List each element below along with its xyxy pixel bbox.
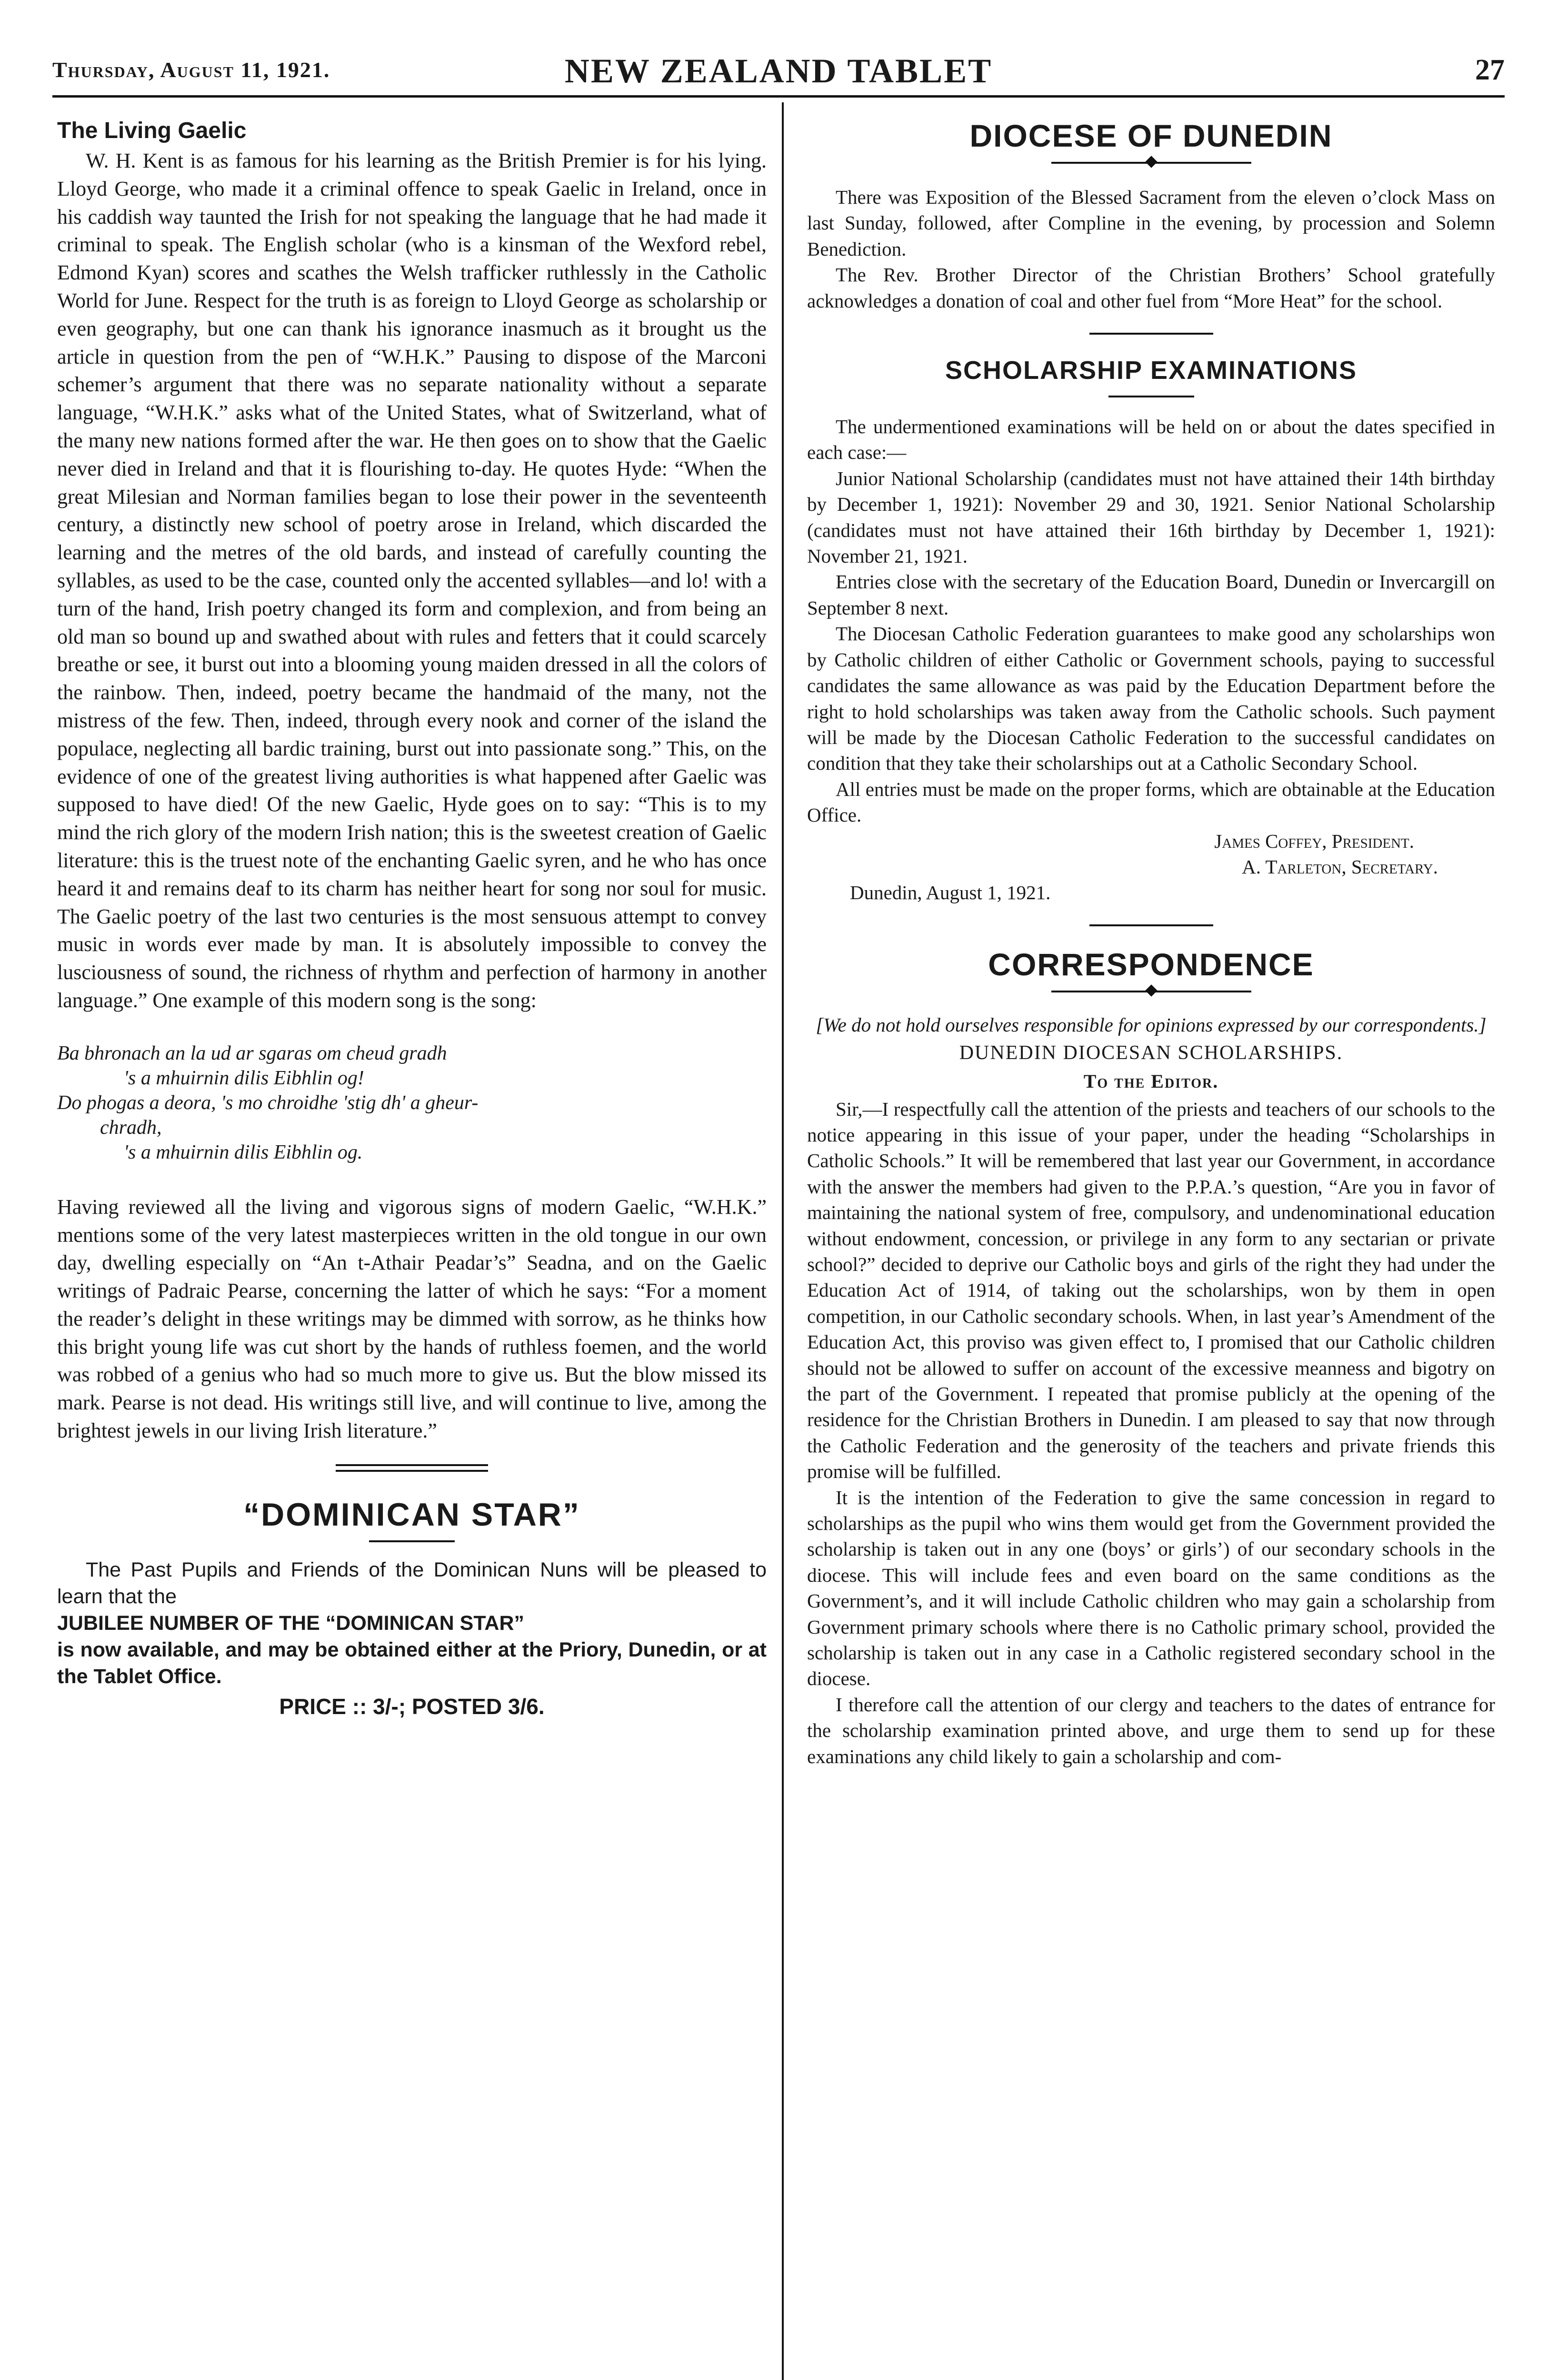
scholarship-paragraph: The undermentioned examinations will be held on or about the dates specified in each case:— (807, 416, 1495, 464)
poem-line: Do phogas a deora, 's mo chroidhe 'stig dh' a gheur- (57, 1091, 479, 1114)
price-line: PRICE :: 3/-; POSTED 3/6. (279, 1694, 545, 1719)
right-column (807, 117, 1495, 1769)
signature-president: James Coffey, President. (1214, 830, 1414, 852)
dateline: Dunedin, August 1, 1921. (850, 881, 1051, 903)
section-divider (1089, 333, 1213, 335)
diamond-rule (1051, 157, 1251, 168)
letter-salutation-heading: To the Editor. (1083, 1070, 1219, 1092)
section-divider (1089, 924, 1213, 926)
scholarship-heading: SCHOLARSHIP EXAMINATIONS (945, 356, 1357, 385)
signature-secretary: A. Tarleton, Secretary. (1242, 855, 1438, 878)
page-header (52, 43, 1505, 95)
letter-subject: DUNEDIN DIOCESAN SCHOLARSHIPS. (959, 1041, 1343, 1064)
scholarship-paragraph: Junior National Scholarship (candidates must not have attained their 14th birthday by December 1, 1921): November 29 and 30, 1921. Senior National Scholarship (candidates must not have attained their 16th birthday by December 1, 1921): November 21, 1921. (807, 467, 1495, 567)
article-paragraph: W. H. Kent is as famous for his learning as the British Premier is for his lying. Lloyd George, who made it a criminal offence to speak Gaelic in Ireland, once in his caddish way taunted the Irish for not speaking the language that he had made it criminal to speak. The English scholar (who is a kinsman of the Wexford rebel, Edmond Kyan) scores and scathes the Welsh trafficker ruthlessly in the Catholic World for June. Respect for the truth is as foreign to Lloyd George as scholarship or even geography, but one can thank his ignorance inasmuch as it brought us the article in question from the pen of “W.H.K.” Pausing to dispose of the Marconi schemer’s argument that there was no separate nationality without a separate language, “W.H.K.” asks what of the United States, what of Switzerland, what of the many new nations formed after the war. He then goes on to show that the Gaelic never died in Ireland and that it is flourishing to-day. He quotes Hyde: “When the great Milesian and Norman families began to lose their power in the seventeenth century, a distinctly new school of poetry arose in Ireland, which discarded the learning and the metres of the old bards, and instead of carefully counting the syllables, as used to be the case, counted only the accented syllables—and lo! with a turn of the hand, Irish poetry changed its form and complexion, and from being an old man so bound up and swathed about with rules and fetters that it could scarcely breathe or see, it burst out into a blooming young maiden dressed in all the colors of the rainbow. Then, indeed, poetry became the handmaid of the many, not the mistress of the few. Then, indeed, through every nook and corner of the island the populace, neglecting all bardic training, burst out into passionate song.” This, on the evidence of one of the greatest living authorities is what happened after Gaelic was supposed to have died! Of the new Gaelic, Hyde goes on to say: “This is to my mind the rich glory of the modern Irish nation; this is the sweetest creation of Gaelic literature: this is the truest note of the enchanting Gaelic syren, and he who has once heard it and remains deaf to its charm has neither heart for song nor soul for music. The Gaelic poetry of the last two centuries is the most sensuous attempt to convey music in words ever made by man. It is absolutely impossible to convey the lusciousness of sound, the richness of rhythm and perfection of harmony in another language.” One example of this modern song is the song: (57, 149, 767, 1012)
poem-line: 's a mhuirnin dilis Eibhlin og! (124, 1067, 364, 1089)
jubilee-number-line: JUBILEE NUMBER OF THE “DOMINICAN STAR” (57, 1611, 525, 1635)
header-rule (52, 95, 1505, 98)
heading-rule (369, 1540, 455, 1542)
dominican-star-heading: “DOMINICAN STAR” (243, 1496, 580, 1533)
diamond-ornament-icon (1145, 156, 1157, 168)
poem-line: 's a mhuirnin dilis Eibhlin og. (124, 1141, 363, 1163)
availability-line: is now available, and may be obtained either at the Priory, Dunedin, or at the Tablet Office. (57, 1638, 767, 1688)
diamond-rule (1051, 985, 1251, 997)
letter-paragraph: I therefore call the attention of our clergy and teachers to the dates of entrance for the scholarship examination printed above, and urge them to send up for these examinations any child likely to gain a scholarship and com- (807, 1693, 1495, 1767)
left-column (57, 117, 767, 1719)
masthead-title: NEW ZEALAND TABLET (564, 52, 993, 90)
editorial-disclaimer: [We do not hold ourselves responsible for opinions expressed by our correspondents.] (816, 1013, 1487, 1036)
diocese-paragraph: There was Exposition of the Blessed Sacrament from the eleven o’clock Mass on last Sunday, followed, after Compline in the evening, by procession and Solemn Benediction. (807, 186, 1495, 260)
diocese-heading: DIOCESE OF DUNEDIN (969, 118, 1333, 153)
article-paragraph: Having reviewed all the living and vigorous signs of modern Gaelic, “W.H.K.” mentions some of the very latest masterpieces written in the old tongue in our own day, dwelling especially on “An t-Athair Peadar’s” Seadna, and on the Gaelic writings of Padraic Pearse, concerning the latter of which he says: “For a moment the reader’s delight in these writings may be dimmed with sorrow, as he thinks how this bright young life was cut short by the hands of ruthless foemen, and the world was robbed of a genius who had so much more to give us. But the blow missed its mark. Pearse is not dead. His writings still live, and will continue to live, among the brightest jewels in our living Irish literature.” (57, 1195, 767, 1443)
correspondence-heading: CORRESPONDENCE (988, 946, 1314, 982)
scholarship-paragraph: All entries must be made on the proper forms, which are obtainable at the Education Office. (807, 778, 1495, 826)
article-title-living-gaelic: The Living Gaelic (57, 118, 247, 143)
section-divider (336, 1464, 488, 1472)
letter-paragraph: It is the intention of the Federation to give the same concession in regard to scholarships as the pupil who wins them would get from the Government provided the scholarship is taken out in any one (boys’ or girls’) of our secondary schools in the diocese. This will include fees and even board on the same conditions as the Government’s, and it will include Catholic children who may gain a scholarship from Government primary schools where there is no Catholic primary school, provided the scholarship is taken out in any case in a Catholic registered secondary school in the diocese. (807, 1486, 1495, 1690)
dominican-star-notice: The Past Pupils and Friends of the Dominican Nuns will be pleased to learn that the (57, 1558, 767, 1608)
column-divider (782, 102, 784, 2380)
newspaper-page (52, 43, 1505, 2380)
page-number: 27 (1475, 54, 1505, 86)
heading-rule (1108, 396, 1194, 397)
poem-line: Ba bhronach an la ud ar sgaras om cheud gradh (57, 1042, 447, 1064)
letter-paragraph: Sir,—I respectfully call the attention of the priests and teachers of our schools to the notice appearing in this issue of your paper, under the heading “Scholarships in Catholic Schools.” It will be remembered that last year our Government, in accordance with the answer the members had given to the P.P.A.’s question, “Are you in favor of maintaining the national system of free, compulsory, and undenominational education without endowment, concession, or privilege in any form to any sectarian or private school?” decided to deprive our Catholic boys and girls of the right they had under the Education Act of 1914, of taking out the scholarships, won by them in open competition, in our Catholic secondary schools. When, in last year’s Amendment of the Education Act, this proviso was given effect to, I promised that our Catholic children should not be allowed to suffer on account of the excessive meanness and bigotry on the part of the Government. I repeated that promise publicly at the opening of the residence for the Christian Brothers in Dunedin. I am pleased to say that now through the Catholic Federation and the generosity of the teachers and private friends this promise will be fulfilled. (807, 1098, 1495, 1483)
issue-date: Thursday, August 11, 1921. (52, 58, 330, 82)
diamond-ornament-icon (1145, 984, 1157, 996)
diocese-paragraph: The Rev. Brother Director of the Christian Brothers’ School gratefully acknowledges a donation of coal and other fuel from “More Heat” for the school. (807, 264, 1495, 312)
gaelic-poem (57, 1041, 767, 1165)
scholarship-paragraph: Entries close with the secretary of the Education Board, Dunedin or Invercargill on September 8 next. (807, 571, 1495, 619)
poem-line: chradh, (100, 1116, 162, 1139)
scholarship-paragraph: The Diocesan Catholic Federation guarantees to make good any scholarships won by Catholic children of either Catholic or Government schools, paying to successful candidates the same allowance as was paid by the Education Department before the right to hold scholarships was taken away from the Catholic schools. Such payment will be made by the Diocesan Catholic Federation to the successful candidates on condition that they take their scholarships out at a Catholic Secondary School. (807, 623, 1495, 774)
